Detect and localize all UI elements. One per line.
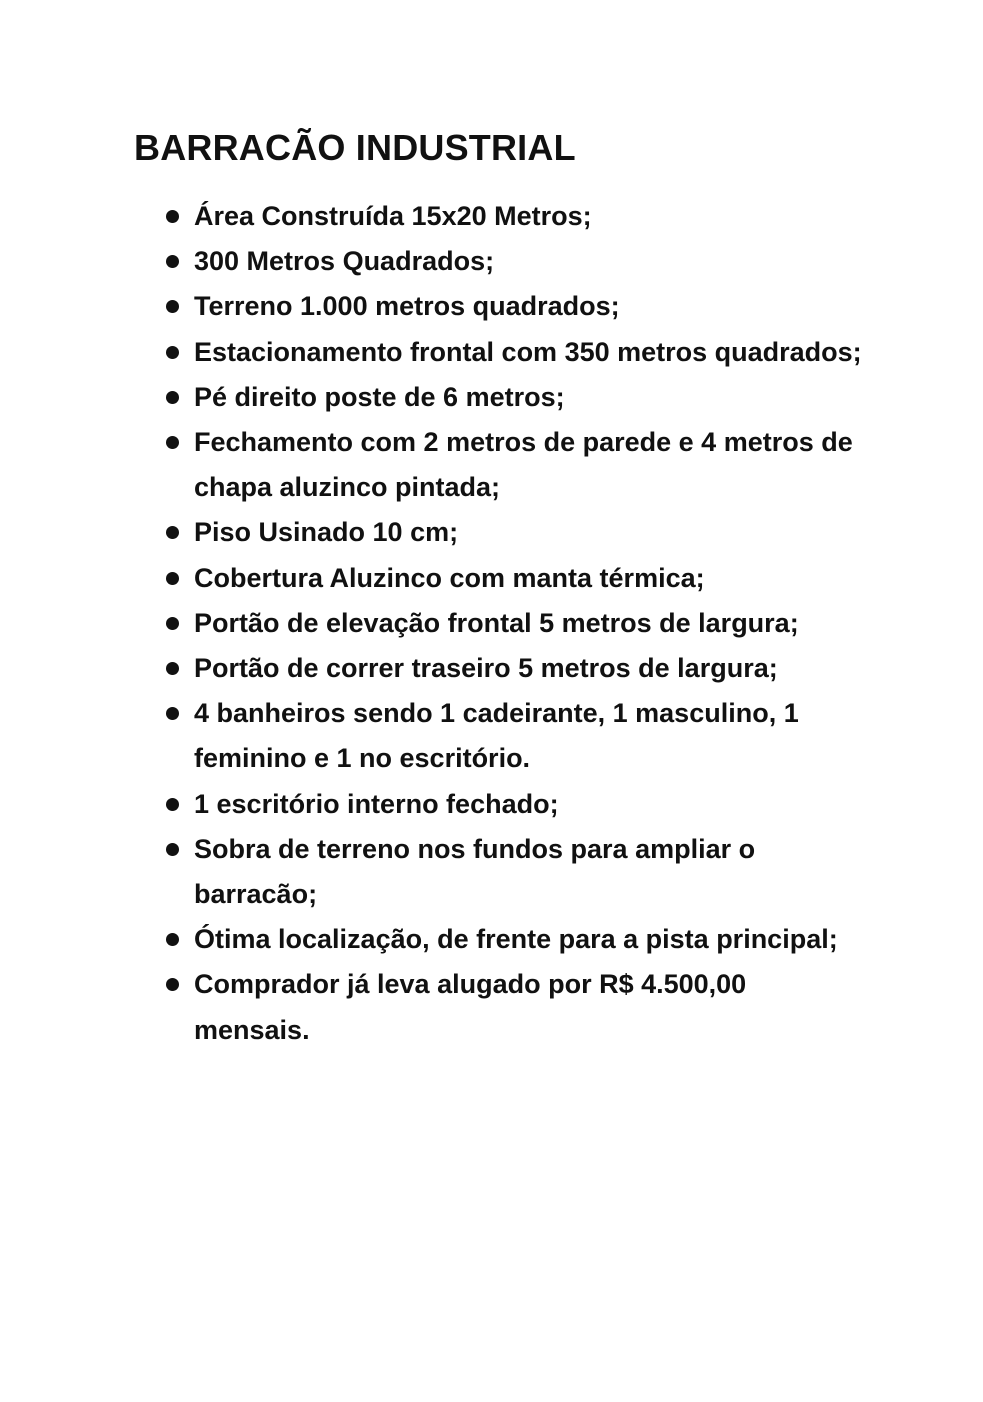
bullet-icon bbox=[166, 978, 179, 991]
list-item-text: Portão de elevação frontal 5 metros de largura; bbox=[194, 607, 799, 638]
list-item-text: Estacionamento frontal com 350 metros quadrados; bbox=[194, 336, 862, 367]
list-item-text: Terreno 1.000 metros quadrados; bbox=[194, 291, 620, 322]
bullet-icon bbox=[166, 617, 179, 630]
list-item-text: Sobra de terreno nos fundos para ampliar o barracão; bbox=[194, 833, 756, 910]
bullet-icon bbox=[166, 933, 179, 946]
list-item-fechamento bbox=[166, 420, 866, 510]
list-item-text: Pé direito poste de 6 metros; bbox=[194, 381, 565, 412]
list-item-banheiros bbox=[166, 691, 866, 781]
list-item-text: Ótima localização, de frente para a pista principal; bbox=[194, 924, 838, 955]
bullet-icon bbox=[166, 662, 179, 675]
bullet-icon bbox=[166, 346, 179, 359]
bullet-icon bbox=[166, 707, 179, 720]
list-item-text: 4 banheiros sendo 1 cadeirante, 1 masculino, 1 feminino e 1 no escritório. bbox=[194, 698, 799, 774]
list-item-terreno bbox=[166, 284, 866, 329]
list-item-cobertura bbox=[166, 556, 866, 601]
list-item-portao-elevacao bbox=[166, 601, 866, 646]
list-item-text: Cobertura Aluzinco com manta térmica; bbox=[194, 562, 705, 593]
list-item-text: Comprador já leva alugado por R$ 4.500,00 mensais. bbox=[194, 969, 747, 1045]
document-title: BARRACÃO INDUSTRIAL bbox=[134, 127, 576, 168]
bullet-icon bbox=[166, 300, 179, 313]
list-item-portao-correr bbox=[166, 646, 866, 691]
list-item-text: Fechamento com 2 metros de parede e 4 metros de chapa aluzinco pintada; bbox=[194, 427, 853, 503]
bullet-icon bbox=[166, 843, 179, 856]
bullet-icon bbox=[166, 255, 179, 268]
list-item-text: Área Construída 15x20 Metros; bbox=[194, 201, 592, 231]
list-item-text: Portão de correr traseiro 5 metros de largura; bbox=[194, 653, 778, 684]
list-item-localizacao bbox=[166, 917, 866, 962]
list-item-aluguel bbox=[166, 962, 866, 1052]
list-item-sobra-terreno bbox=[166, 827, 866, 917]
bullet-icon bbox=[166, 572, 179, 585]
bullet-icon bbox=[166, 798, 179, 811]
list-item-text: Piso Usinado 10 cm; bbox=[194, 517, 459, 548]
list-item-escritorio bbox=[166, 782, 866, 827]
list-item-estacionamento bbox=[166, 330, 866, 375]
list-item-piso bbox=[166, 510, 866, 555]
bullet-icon bbox=[166, 436, 179, 449]
list-item-area-construida bbox=[166, 194, 866, 239]
list-item-text: 1 escritório interno fechado; bbox=[194, 788, 559, 819]
bullet-icon bbox=[166, 391, 179, 404]
list-item-text: 300 Metros Quadrados; bbox=[194, 246, 495, 277]
bullet-icon bbox=[166, 526, 179, 539]
bullet-icon bbox=[166, 210, 179, 223]
list-item-metros-quadrados bbox=[166, 239, 866, 284]
list-item-pe-direito bbox=[166, 375, 866, 420]
feature-list bbox=[166, 194, 866, 1053]
